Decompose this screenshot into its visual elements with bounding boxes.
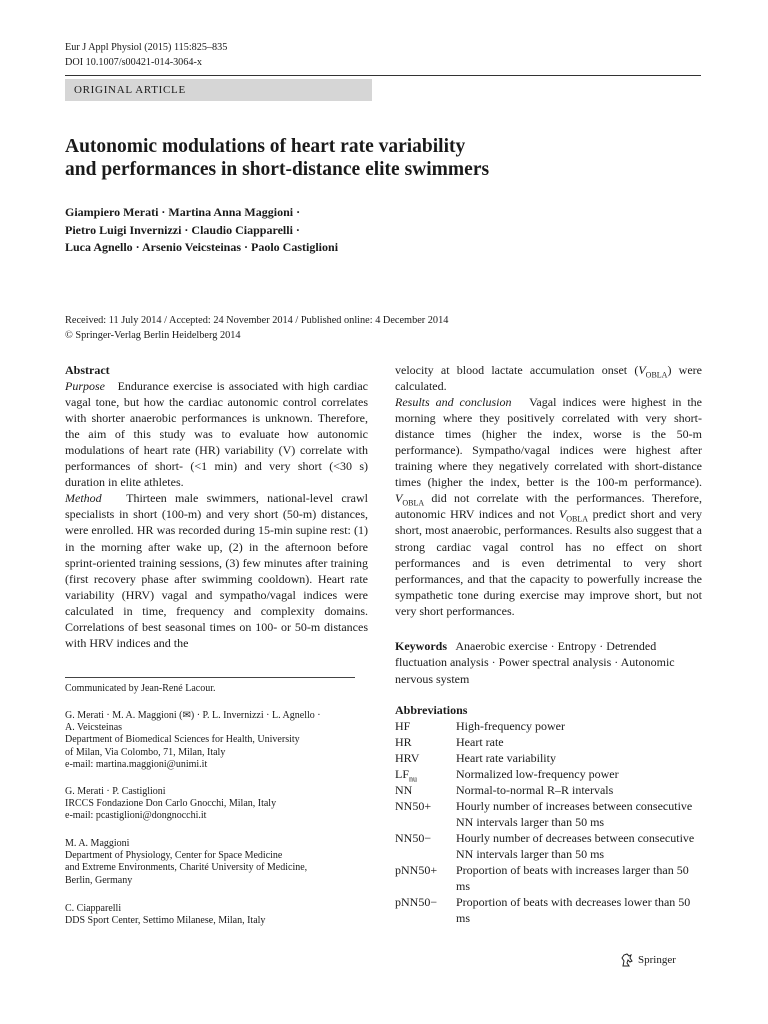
mail-icon[interactable]: ✉ xyxy=(182,710,191,721)
affiliation-1 xyxy=(65,710,365,771)
aff3-line-2: Department of Physiology, Center for Space Medicine xyxy=(65,850,283,862)
aff1-line-4: of Milan, Via Colombo, 71, Milan, Italy xyxy=(65,746,226,758)
abbr-def: Proportion of beats with increases larger than 50 ms xyxy=(456,863,689,893)
abbr-term: NN50− xyxy=(395,831,432,845)
vobla-symbol-2: V xyxy=(395,491,403,506)
method-label: Method xyxy=(65,491,102,506)
authors-line-1: Giampiero Merati · Martina Anna Maggioni · xyxy=(65,205,301,219)
aff1-line-2: A. Veicsteinas xyxy=(65,722,123,734)
aff1-email[interactable]: e-mail: martina.maggioni@unimi.it xyxy=(65,758,208,770)
abstract-purpose xyxy=(65,378,368,490)
purpose-text: Endurance exercise is associated with high cardiac vagal tone, but how the cardiac autonomic control correlates with shorter anaerobic performances is unknown. Therefore, the aim of this study was to evaluate how autonomic modulations of heart rate (HR) variability (V) correlate with performances of short- (<1 min) and very short (<30 s) duration in elite athletes. xyxy=(65,379,368,490)
aff1-names-a: G. Merati · M. A. Maggioni ( xyxy=(65,710,183,721)
aff4-line-2: DDS Sport Center, Settimo Milanese, Milan, Italy xyxy=(65,915,266,927)
article-type-banner xyxy=(65,79,372,101)
publisher-name: Springer xyxy=(638,954,676,966)
abbr-def: Hourly number of decreases between consecutive NN intervals larger than 50 ms xyxy=(456,831,695,861)
abstract-left-column xyxy=(65,362,368,651)
results-text-c: predict short and very short, most anaerobic, performances. Results also suggest that a strong cardiac vagal control has no effect on short performances and is even detrimental to very short performances, and that the capacity to powerfully increase the sympathetic tone during exercise may improve short, but not very short performances. xyxy=(395,507,703,618)
authors-line-3: Luca Agnello · Arsenio Veicsteinas · Paolo Castiglioni xyxy=(65,240,339,254)
springer-horse-icon xyxy=(620,952,634,968)
abbr-def: Hourly number of increases between consecutive NN intervals larger than 50 ms xyxy=(456,799,693,829)
abbr-row xyxy=(395,782,702,798)
authors-line-2: Pietro Luigi Invernizzi · Claudio Ciapparelli · xyxy=(65,222,300,237)
affiliation-3 xyxy=(65,838,365,887)
communicated-by: Communicated by Jean-René Lacour. xyxy=(65,683,216,694)
aff3-line-4: Berlin, Germany xyxy=(65,874,133,886)
results-label: Results and conclusion xyxy=(395,395,512,410)
method-continued xyxy=(395,362,702,394)
abbr-row xyxy=(395,798,702,830)
vobla-subscript-3: OBLA xyxy=(566,514,589,524)
abbr-row xyxy=(395,830,702,862)
title-line-2: and performances in short-distance elite swimmers xyxy=(65,158,490,180)
aff3-line-3: and Extreme Environments, Charité University of Medicine, xyxy=(65,862,308,874)
abbr-term: HF xyxy=(395,719,411,733)
aff1-names-b: ) · P. L. Invernizzi · L. Agnello · xyxy=(190,710,321,721)
copyright-line: © Springer-Verlag Berlin Heidelberg 2014 xyxy=(65,329,241,341)
aff2-email[interactable]: e-mail: pcastiglioni@dongnocchi.it xyxy=(65,810,207,822)
abbr-term-lfnu xyxy=(395,766,456,782)
abbr-row xyxy=(395,750,702,766)
abbr-term: pNN50+ xyxy=(395,863,438,877)
aff4-line-1: C. Ciapparelli xyxy=(65,903,122,914)
header-rule xyxy=(65,75,701,76)
journal-doi[interactable]: DOI 10.1007/s00421-014-3064-x xyxy=(65,56,202,68)
method-cont-text-b: ) were calculated. xyxy=(395,363,702,394)
keywords-text: Anaerobic exercise · Entropy · Detrended fluctuation analysis · Power spectral analysis · Autonomic nervous system xyxy=(395,639,675,686)
abbr-term-subscript: nu xyxy=(409,774,418,784)
journal-header xyxy=(65,41,227,70)
method-text: Thirteen male swimmers, national-level crawl specialists in short (100-m) and very short (50-m) distances, were enrolled. HR was recorded during 15-min supine rest: (1) in the morning after wake up, (2) in the afternoon before sprint-oriented training sessions, (3) few minutes after training (first recovery phase after swimming cooldown). Heart rate variability (HRV) vagal and sympatho/vagal indices were calculated in time, frequency and complexity domains. Correlations of best seasonal times on 100- or 50-m distances with HRV indices and the xyxy=(65,491,368,650)
abbr-def: Proportion of beats with decreases lower than 50 ms xyxy=(456,895,691,925)
abbr-term: NN xyxy=(395,783,413,797)
abbr-term: HRV xyxy=(395,751,420,765)
results-text-b: did not correlate with the performances. Therefore, autonomic HRV indices and not xyxy=(395,491,702,522)
abbr-def: Normal-to-normal R–R intervals xyxy=(456,783,614,797)
vobla-subscript: OBLA xyxy=(645,370,668,380)
results-text-a: Vagal indices were highest in the morning where they positively correlated with very short-distance times (higher the index, worse is the 50-m performance). Sympatho/vagal indices were highest after training where they negatively correlated with short-distance times (higher the index, better is the 100-m performance). xyxy=(395,395,702,490)
article-title xyxy=(65,136,665,181)
publisher-logo xyxy=(620,952,676,968)
abstract-right-column xyxy=(395,362,702,619)
author-list xyxy=(65,204,405,257)
abbr-def: Normalized low-frequency power xyxy=(456,767,619,781)
abbr-term: NN50+ xyxy=(395,799,432,813)
abbreviations-heading: Abbreviations xyxy=(395,703,468,717)
abbr-def: Heart rate variability xyxy=(456,751,556,765)
affiliation-2 xyxy=(65,786,365,823)
method-cont-text-a: velocity at blood lactate accumulation onset ( xyxy=(395,363,639,377)
purpose-label: Purpose xyxy=(65,379,105,394)
abstract-results xyxy=(395,394,702,619)
abbr-row xyxy=(395,766,702,782)
abbr-row xyxy=(395,894,702,926)
aff3-line-1: M. A. Maggioni xyxy=(65,838,130,849)
keywords xyxy=(395,638,702,687)
history-dates: Received: 11 July 2014 / Accepted: 24 November 2014 / Published online: 4 December 2014 xyxy=(65,315,449,326)
title-line-1: Autonomic modulations of heart rate variability xyxy=(65,136,466,157)
abbr-row xyxy=(395,862,702,894)
abbr-row xyxy=(395,734,702,750)
footnote-rule xyxy=(65,677,355,678)
abbr-def: High-frequency power xyxy=(456,719,565,733)
abbr-term: LF xyxy=(395,767,410,781)
abstract-method xyxy=(65,490,368,650)
vobla-symbol: V xyxy=(638,363,646,377)
vobla-symbol-3: V xyxy=(558,507,567,522)
journal-citation: Eur J Appl Physiol (2015) 115:825–835 xyxy=(65,42,228,53)
affiliation-4 xyxy=(65,903,365,927)
aff2-line-1: G. Merati · P. Castiglioni xyxy=(65,786,166,797)
abbr-term: pNN50− xyxy=(395,895,438,909)
abbreviations-list xyxy=(395,702,702,926)
aff1-names xyxy=(65,710,365,722)
publication-history xyxy=(65,314,705,343)
aff1-line-3: Department of Biomedical Sciences for Health, University xyxy=(65,734,300,746)
aff2-line-2: IRCCS Fondazione Don Carlo Gnocchi, Milan, Italy xyxy=(65,798,277,810)
keywords-label: Keywords xyxy=(395,639,447,653)
vobla-subscript-2: OBLA xyxy=(402,498,425,508)
abbr-term: HR xyxy=(395,735,412,749)
abstract-heading: Abstract xyxy=(65,363,110,377)
article-type: ORIGINAL ARTICLE xyxy=(74,84,186,96)
abbr-def: Heart rate xyxy=(456,735,504,749)
abbr-row xyxy=(395,718,702,734)
